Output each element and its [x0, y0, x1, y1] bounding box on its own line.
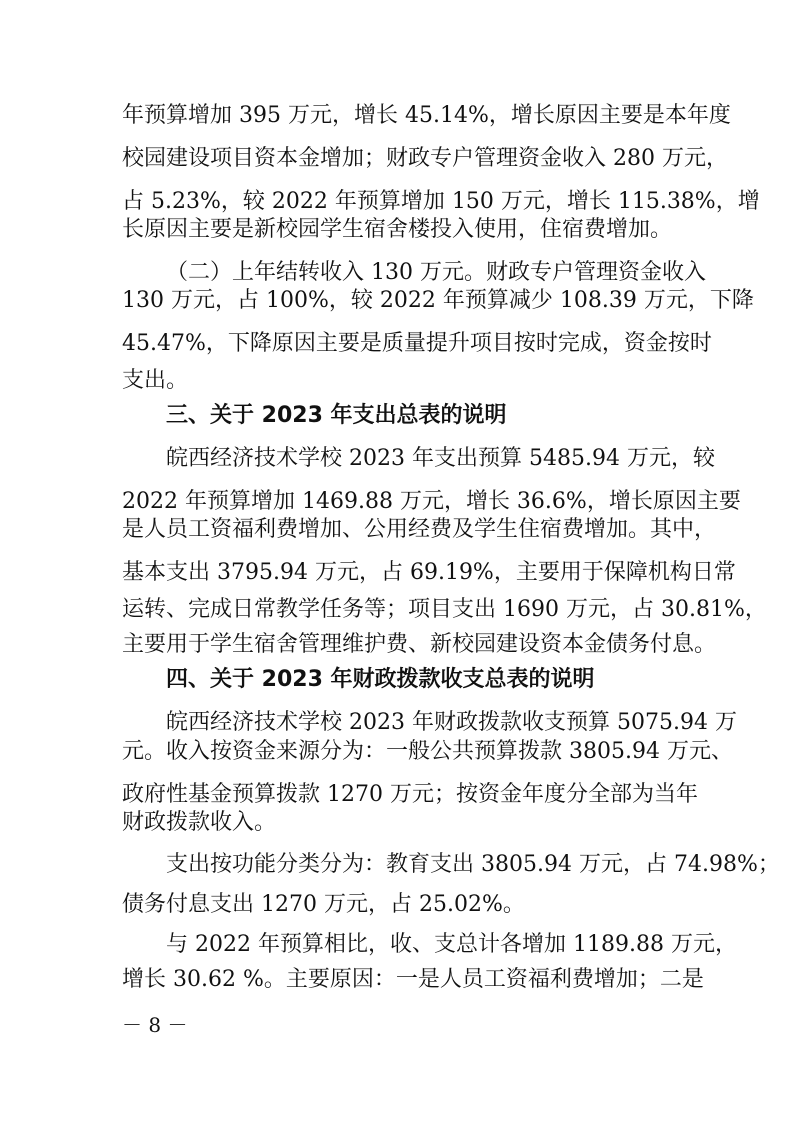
- p1-line-1: 年预算增加 395 万元，增长 45.14%，增长原因主要是本年度: [122, 103, 731, 128]
- section-heading-3: 三、关于 2023 年支出总表的说明: [166, 403, 507, 428]
- p3-line-6: 主要用于学生宿舍管理维护费、新校园建设资本金债务付息。: [122, 632, 717, 657]
- p4-line-1: 皖西经济技术学校 2023 年财政拨款收支预算 5075.94 万: [166, 710, 737, 735]
- p6-line-2: 增长 30.62 %。主要原因：一是人员工资福利费增加；二是: [122, 967, 704, 992]
- p1-line-3: 占 5.23%，较 2022 年预算增加 150 万元，增长 115.38%，增: [122, 189, 760, 214]
- p5-line-2: 债务付息支出 1270 万元，占 25.02%。: [122, 892, 525, 917]
- p2-line-3: 45.47%，下降原因主要是质量提升项目按时完成，资金按时: [122, 331, 712, 356]
- page-number: － 8 －: [122, 1013, 188, 1037]
- p4-line-2: 元。收入按资金来源分为：一般公共预算拨款 3805.94 万元、: [122, 739, 733, 764]
- p2-line-2: 130 万元，占 100%，较 2022 年预算减少 108.39 万元，下降: [122, 288, 754, 313]
- p5-line-1: 支出按功能分类分为：教育支出 3805.94 万元，占 74.98%；: [166, 852, 780, 877]
- p1-line-4: 长原因主要是新校园学生宿舍楼投入使用，住宿费增加。: [122, 217, 673, 242]
- p2-line-4: 支出。: [122, 368, 189, 393]
- p4-line-3: 政府性基金预算拨款 1270 万元；按资金年度分全部为当年: [122, 782, 698, 807]
- p3-line-3: 是人员工资福利费增加、公用经费及学生住宿费增加。其中，: [122, 517, 717, 542]
- p6-line-1: 与 2022 年预算相比，收、支总计各增加 1189.88 万元，: [166, 932, 737, 957]
- p1-line-2: 校园建设项目资本金增加；财政专户管理资金收入 280 万元，: [122, 146, 728, 171]
- p3-line-4: 基本支出 3795.94 万元，占 69.19%，主要用于保障机构日常: [122, 560, 736, 585]
- section-heading-4: 四、关于 2023 年财政拨款收支总表的说明: [166, 667, 595, 692]
- p3-line-5: 运转、完成日常教学任务等；项目支出 1690 万元，占 30.81%，: [122, 597, 767, 622]
- p2-line-1: （二）上年结转收入 130 万元。财政专户管理资金收入: [166, 260, 706, 285]
- p3-line-2: 2022 年预算增加 1469.88 万元，增长 36.6%，增长原因主要: [122, 489, 741, 514]
- p3-line-1: 皖西经济技术学校 2023 年支出预算 5485.94 万元，较: [166, 446, 715, 471]
- p4-line-4: 财政拨款收入。: [122, 810, 277, 835]
